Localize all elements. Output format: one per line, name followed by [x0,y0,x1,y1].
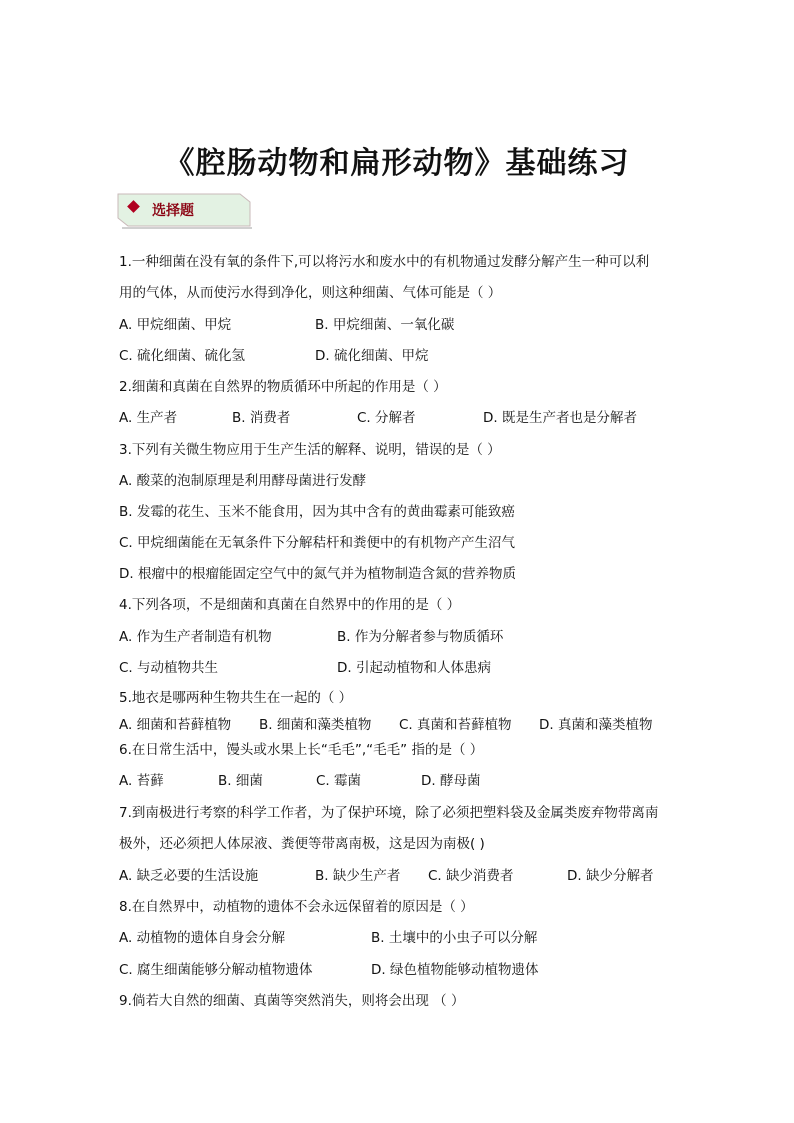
question-2-option-c: C. 分解者 [357,410,416,426]
question-5-option-a: A. 细菌和苔藓植物 [119,717,232,733]
question-5-option-b: B. 细菌和藻类植物 [259,717,372,733]
question-4-option-d: D. 引起动植物和人体患病 [337,660,491,676]
question-4-option-a: A. 作为生产者制造有机物 [119,629,272,645]
question-4-option-b: B. 作为分解者参与物质循环 [337,629,504,645]
question-7-option-b: B. 缺少生产者 [315,868,401,884]
question-7-option-d: D. 缺少分解者 [567,868,654,884]
question-3-option-a: A. 酸菜的泡制原理是利用酵母菌进行发酵 [119,473,367,489]
question-7-line-2: 极外，还必须把人体尿液、粪便等带离南极，这是因为南极( ) [119,836,485,852]
question-5-option-c: C. 真菌和苔藓植物 [399,717,512,733]
question-2-option-b: B. 消费者 [232,410,291,426]
question-6-option-b: B. 细菌 [218,773,263,789]
question-3-option-b: B. 发霉的花生、玉米不能食用，因为其中含有的黄曲霉素可能致癌 [119,504,515,520]
question-1-option-b: B. 甲烷细菌、一氧化碳 [315,317,455,333]
question-4-option-c: C. 与动植物共生 [119,660,219,676]
question-4-line-1: 4.下列各项，不是细菌和真菌在自然界中的作用的是（ ） [119,597,461,613]
question-3-line-1: 3.下列有关微生物应用于生产生活的解释、说明，错误的是（ ） [119,442,501,458]
question-8-line-1: 8.在自然界中，动植物的遗体不会永远保留着的原因是（ ） [119,899,474,915]
question-6-line-1: 6.在日常生活中，馒头或水果上长“毛毛”,“毛毛” 指的是（ ） [119,742,484,758]
question-7-line-1: 7.到南极进行考察的科学工作者，为了保护环境，除了必须把塑料袋及金属类废弃物带离南 [119,805,659,821]
question-1-line-2: 用的气体，从而使污水得到净化，则这种细菌、气体可能是（ ） [119,285,502,301]
question-1-option-d: D. 硫化细菌、甲烷 [315,348,429,364]
question-6-option-a: A. 苔藓 [119,773,164,789]
question-7-option-a: A. 缺乏必要的生活设施 [119,868,259,884]
question-8-option-b: B. 土壤中的小虫子可以分解 [371,930,538,946]
question-9-line-1: 9.倘若大自然的细菌、真菌等突然消失，则将会出现 （ ） [119,993,465,1009]
page-title: 《腔肠动物和扁形动物》基础练习 [164,146,630,181]
question-8-option-a: A. 动植物的遗体自身会分解 [119,930,286,946]
question-8-option-d: D. 绿色植物能够动植物遗体 [371,962,539,978]
question-8-option-c: C. 腐生细菌能够分解动植物遗体 [119,962,313,978]
question-2-line-1: 2.细菌和真菌在自然界的物质循环中所起的作用是（ ） [119,379,447,395]
section-tag-label: 选择题 [152,203,194,219]
section-tag [116,192,248,226]
question-2-option-a: A. 生产者 [119,410,178,426]
question-7-option-c: C. 缺少消费者 [428,868,514,884]
question-1-line-1: 1.一种细菌在没有氧的条件下,可以将污水和废水中的有机物通过发酵分解产生一种可以利 [119,254,650,270]
question-6-option-c: C. 霉菌 [316,773,362,789]
question-6-option-d: D. 酵母菌 [421,773,481,789]
question-1-option-a: A. 甲烷细菌、甲烷 [119,317,232,333]
question-2-option-d: D. 既是生产者也是分解者 [483,410,637,426]
question-5-line-1: 5.地衣是哪两种生物共生在一起的（ ） [119,690,353,706]
question-5-option-d: D. 真菌和藻类植物 [539,717,653,733]
question-3-option-c: C. 甲烷细菌能在无氧条件下分解秸杆和粪便中的有机物产产生沼气 [119,535,516,551]
question-1-option-c: C. 硫化细菌、硫化氢 [119,348,246,364]
question-3-option-d: D. 根瘤中的根瘤能固定空气中的氮气并为植物制造含氮的营养物质 [119,566,516,582]
